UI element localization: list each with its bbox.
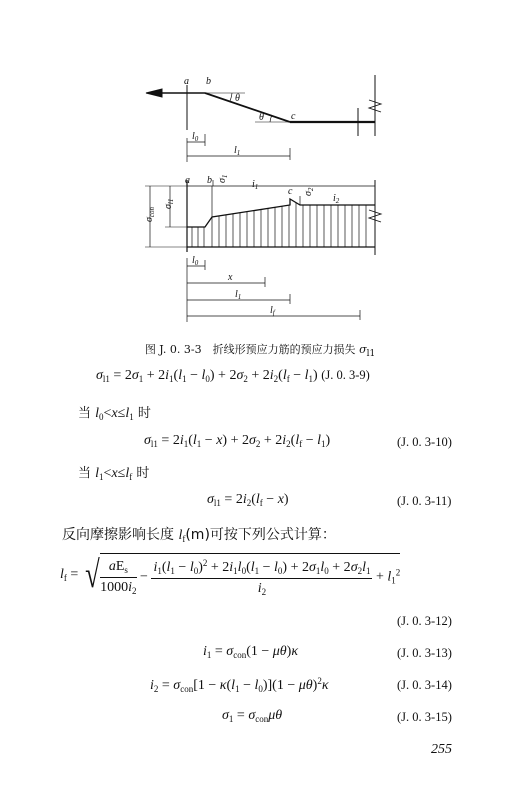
label-sigma1: $\sigma_1$ [217,174,229,183]
equation-number-j0311: (J. 0. 3-11) [397,494,452,508]
label-b-top: b [206,76,211,87]
equation-j0311: $\sigma_{l1} = 2i_2(l_f - x)$ [207,492,289,508]
equation-j0313: $i_1 = \sigma_{con}(1 - \mu\theta)\kappa$ [203,644,299,660]
caption-symbol: σ [359,343,367,356]
label-c-top: c [291,111,296,122]
label-theta-1: θ [235,93,240,104]
angle-arc-1 [230,93,232,101]
caption-subscript: l1 [366,349,376,359]
equation-number-j0313: (J. 0. 3-13) [397,646,452,660]
equation-j0315: $\sigma_1 = \sigma_{con}\mu\theta$ [222,708,283,724]
page-number: 255 [431,742,452,757]
label-sigma2: $\sigma_2$ [303,187,315,196]
break-symbol-top [369,100,381,112]
friction-loss-figure [0,0,520,340]
intro-text: 反向摩擦影响长度 $l_f(m)$可按下列公式计算： [62,527,336,544]
label-a-bottom: a [185,175,190,186]
equation-number-j0310: (J. 0. 3-10) [397,435,452,449]
label-a-top: a [184,76,189,87]
label-l1-top: $l_1$ [234,145,241,157]
stress-hatching [192,203,366,247]
tendon-inclined-segment [205,93,290,122]
equation-number-j0315: (J. 0. 3-15) [397,710,452,724]
caption-text: 图 J. 0. 3-3 折线形预应力筋的预应力损失 [144,343,360,356]
label-theta-2: θ [259,112,264,123]
label-dim-l0: $l_0$ [192,255,199,267]
equation-j0314: $i_2 = \sigma_{con}[1 - \kappa(l_1 - l_0)](1 - \mu\theta)^2\kappa$ [150,676,329,694]
label-l0-top: $l_0$ [192,131,199,143]
label-sigma-con: $\sigma_{con}$ [144,206,156,222]
label-sigma-l1: $\sigma_{l1}$ [163,198,175,209]
label-dim-x: x [228,272,233,283]
label-dim-lf: $l_f$ [270,305,275,317]
equation-j039: $\sigma_{l1} = 2\sigma_1 + 2i_1(l_1 - l_0) + 2\sigma_2 + 2i_2(l_f - l_1)$ (J. 0. 3-9) [96,368,370,384]
stress-loss-profile [187,199,375,227]
equation-j0312: $l_f$ = √ $\frac{aE_s}{1000i_2}$ − $\frac{i_1(l_1 - l_0)^2 + 2i_1l_0(l_1 - l_0) + 2\sigma_1l_0 + 2\sigma_2l_1}{i_2}$ + $l_1^2$ [60,554,401,597]
label-i1: $i_1$ [252,179,259,191]
figure-caption [0,341,520,359]
label-b-bottom: b [207,175,212,186]
force-arrow-head [146,89,162,97]
equation-j0310: $\sigma_{l1} = 2i_1(l_1 - x) + 2\sigma_2 + 2i_2(l_f - l_1)$ [144,433,331,449]
condition-1: 当 $l_0<x\le l_1$ 时 [78,406,151,422]
label-c-bottom: c [288,186,293,197]
equation-number-j0312: (J. 0. 3-12) [397,614,452,628]
equation-number-j0314: (J. 0. 3-14) [397,678,452,692]
equation-number-j039: (J. 0. 3-9) [321,368,370,382]
condition-2: 当 $l_1<x\le l_f$ 时 [78,466,150,482]
label-i2: $i_2$ [333,193,340,205]
label-dim-l1: $l_1$ [235,289,242,301]
